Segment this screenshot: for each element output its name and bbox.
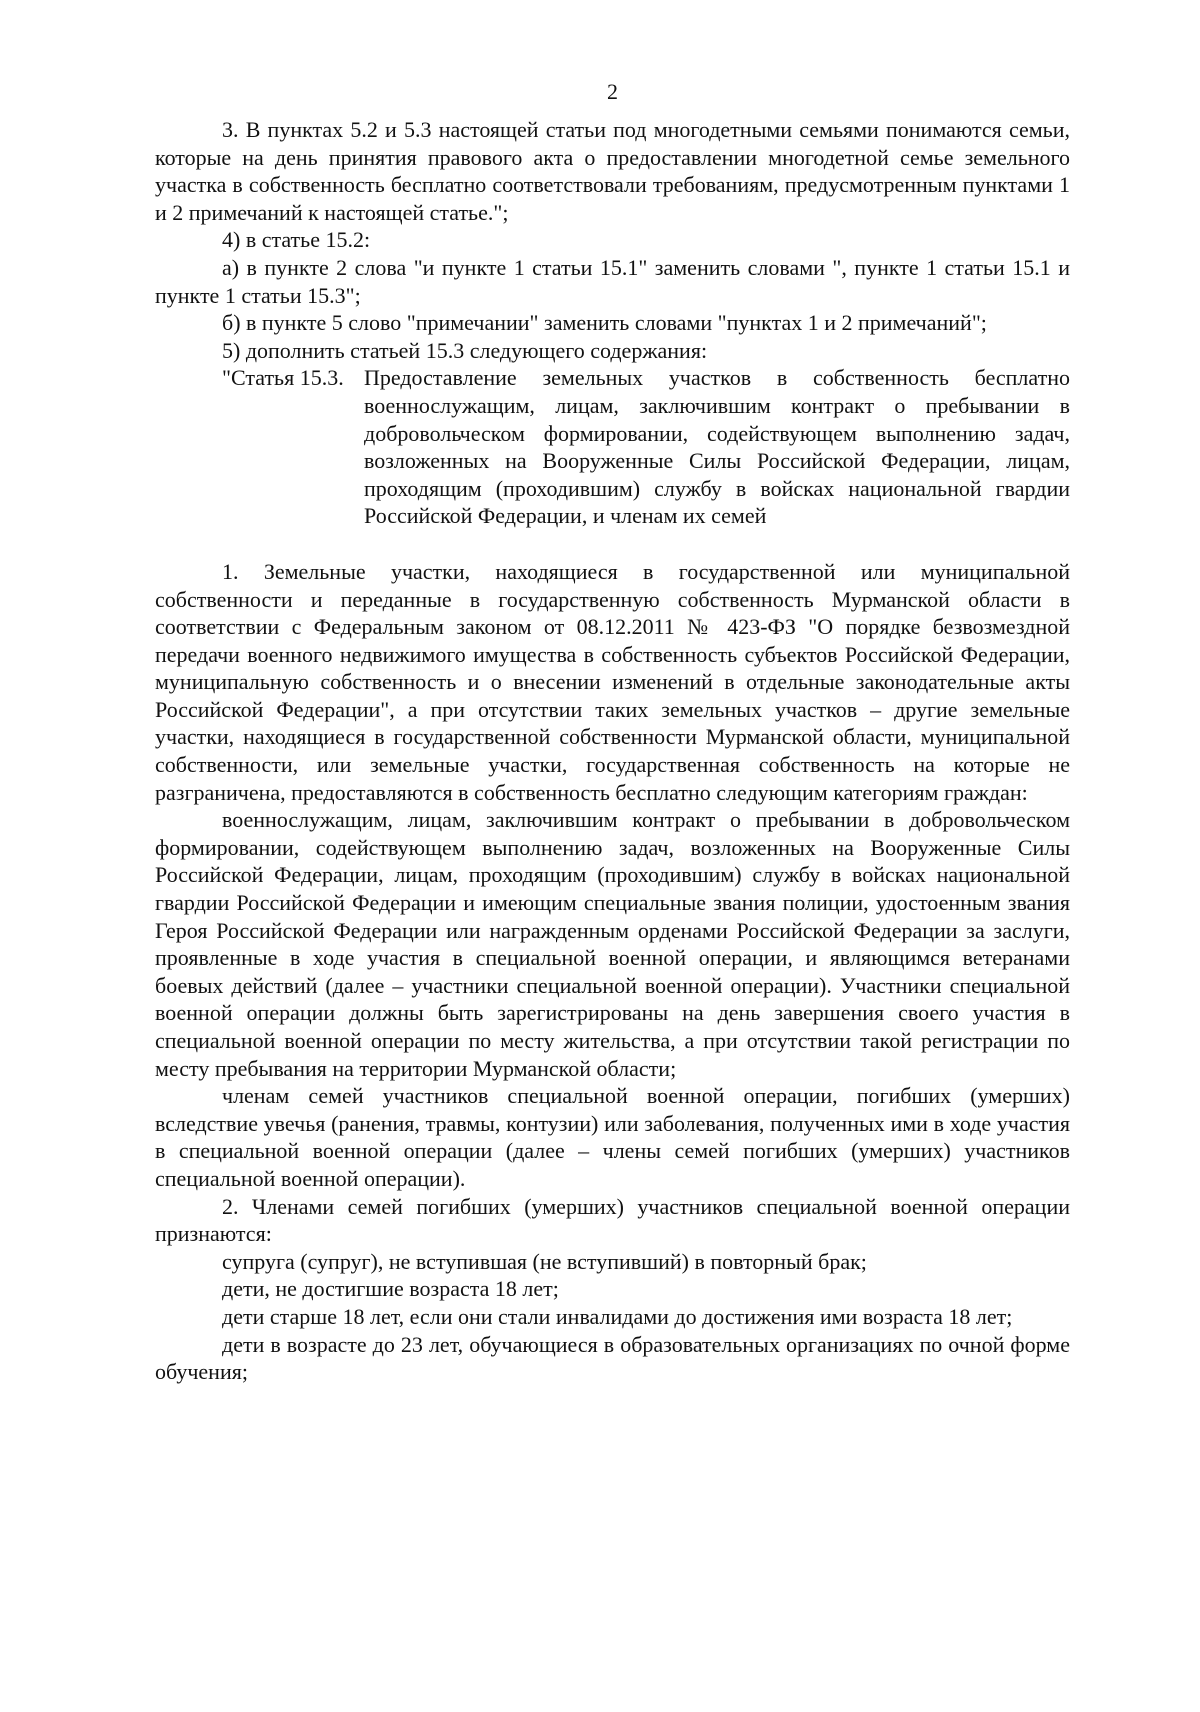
article-label: "Статья 15.3.	[222, 365, 344, 391]
paragraph-point-5: 5) дополнить статьей 15.3 следующего содержания:	[222, 337, 708, 363]
paragraph-item-3: 3. В пунктах 5.2 и 5.3 настоящей статьи под многодетными семьями понимаются семьи, которые на день принятия правового акта о предоставлении многодетной семье земельного участка в собственность бесплатно соответствовали требованиям, предусмотренным пунктами 1 и 2 примечаний к настоящей статье.";	[155, 117, 1070, 225]
paragraph-subpoint-b: б) в пункте 5 слово "примечании" заменить словами "пунктах 1 и 2 примечаний";	[222, 310, 987, 336]
paragraph-point-4: 4) в статье 15.2:	[222, 227, 371, 253]
article-title: Предоставление земельных участков в собственность бесплатно военнослужащим, лицам, заключившим контракт о пребывании в добровольческом формировании, содействующем выполнению задач, возложенных на Вооруженные Силы Российской Федерации, лицам, проходящим (проходившим) службу в войсках национальной гвардии Российской Федерации, и членам их семей	[364, 365, 1070, 529]
list-item-spouse: супруга (супруг), не вступившая (не вступивший) в повторный брак;	[222, 1248, 867, 1274]
list-item-children-under-18: дети, не достигшие возраста 18 лет;	[222, 1276, 559, 1302]
paragraph-article-item-2: 2. Членами семей погибших (умерших) участников специальной военной операции признаются:	[155, 1193, 1070, 1247]
paragraph-subpoint-a: а) в пункте 2 слова "и пункте 1 статьи 15.1" заменить словами ", пункте 1 статьи 15.1 и пункте 1 статьи 15.3";	[155, 254, 1070, 308]
page-number: 2	[607, 79, 618, 104]
article-heading	[155, 364, 1070, 530]
list-item-children-students: дети в возрасте до 23 лет, обучающиеся в образовательных организациях по очной форме обучения;	[155, 1331, 1070, 1385]
section-gap	[155, 530, 1070, 558]
document-page	[155, 78, 1070, 1386]
paragraph-servicemen: военнослужащим, лицам, заключившим контракт о пребывании в добровольческом формировании, содействующем выполнению задач, возложенных на Вооруженные Силы Российской Федерации, лицам, проходящим (проходившим) службу в войсках национальной гвардии Российской Федерации и имеющим специальные звания полиции, удостоенным звания Героя Российской Федерации или награжденным орденами Российской Федерации за заслуги, проявленные в ходе участия в специальной военной операции, и являющимся ветеранами боевых действий (далее – участники специальной военной операции). Участники специальной военной операции должны быть зарегистрированы на день завершения своего участия в специальной военной операции по месту жительства, а при отсутствии такой регистрации по месту пребывания на территории Мурманской области;	[155, 807, 1070, 1081]
paragraph-article-item-1: 1. Земельные участки, находящиеся в государственной или муниципальной собственности и переданные в государственную собственность Мурманской области в соответствии с Федеральным законом от 08.12.2011 № 423-ФЗ "О порядке безвозмездной передачи военного недвижимого имущества в собственность субъектов Российской Федерации, муниципальную собственность и о внесении изменений в отдельные законодательные акты Российской Федерации", а при отсутствии таких земельных участков – другие земельные участки, находящиеся в государственной собственности Мурманской области, муниципальной собственности, или земельные участки, государственная собственность на которые не разграничена, предоставляются в собственность бесплатно следующим категориям граждан:	[155, 558, 1070, 805]
list-item-children-disabled: дети старше 18 лет, если они стали инвалидами до достижения ими возраста 18 лет;	[222, 1303, 1013, 1329]
paragraph-family-members: членам семей участников специальной военной операции, погибших (умерших) вследствие увечья (ранения, травмы, контузии) или заболевания, полученных ими в ходе участия в специальной военной операции (далее – члены семей погибших (умерших) участников специальной военной операции).	[155, 1083, 1070, 1191]
